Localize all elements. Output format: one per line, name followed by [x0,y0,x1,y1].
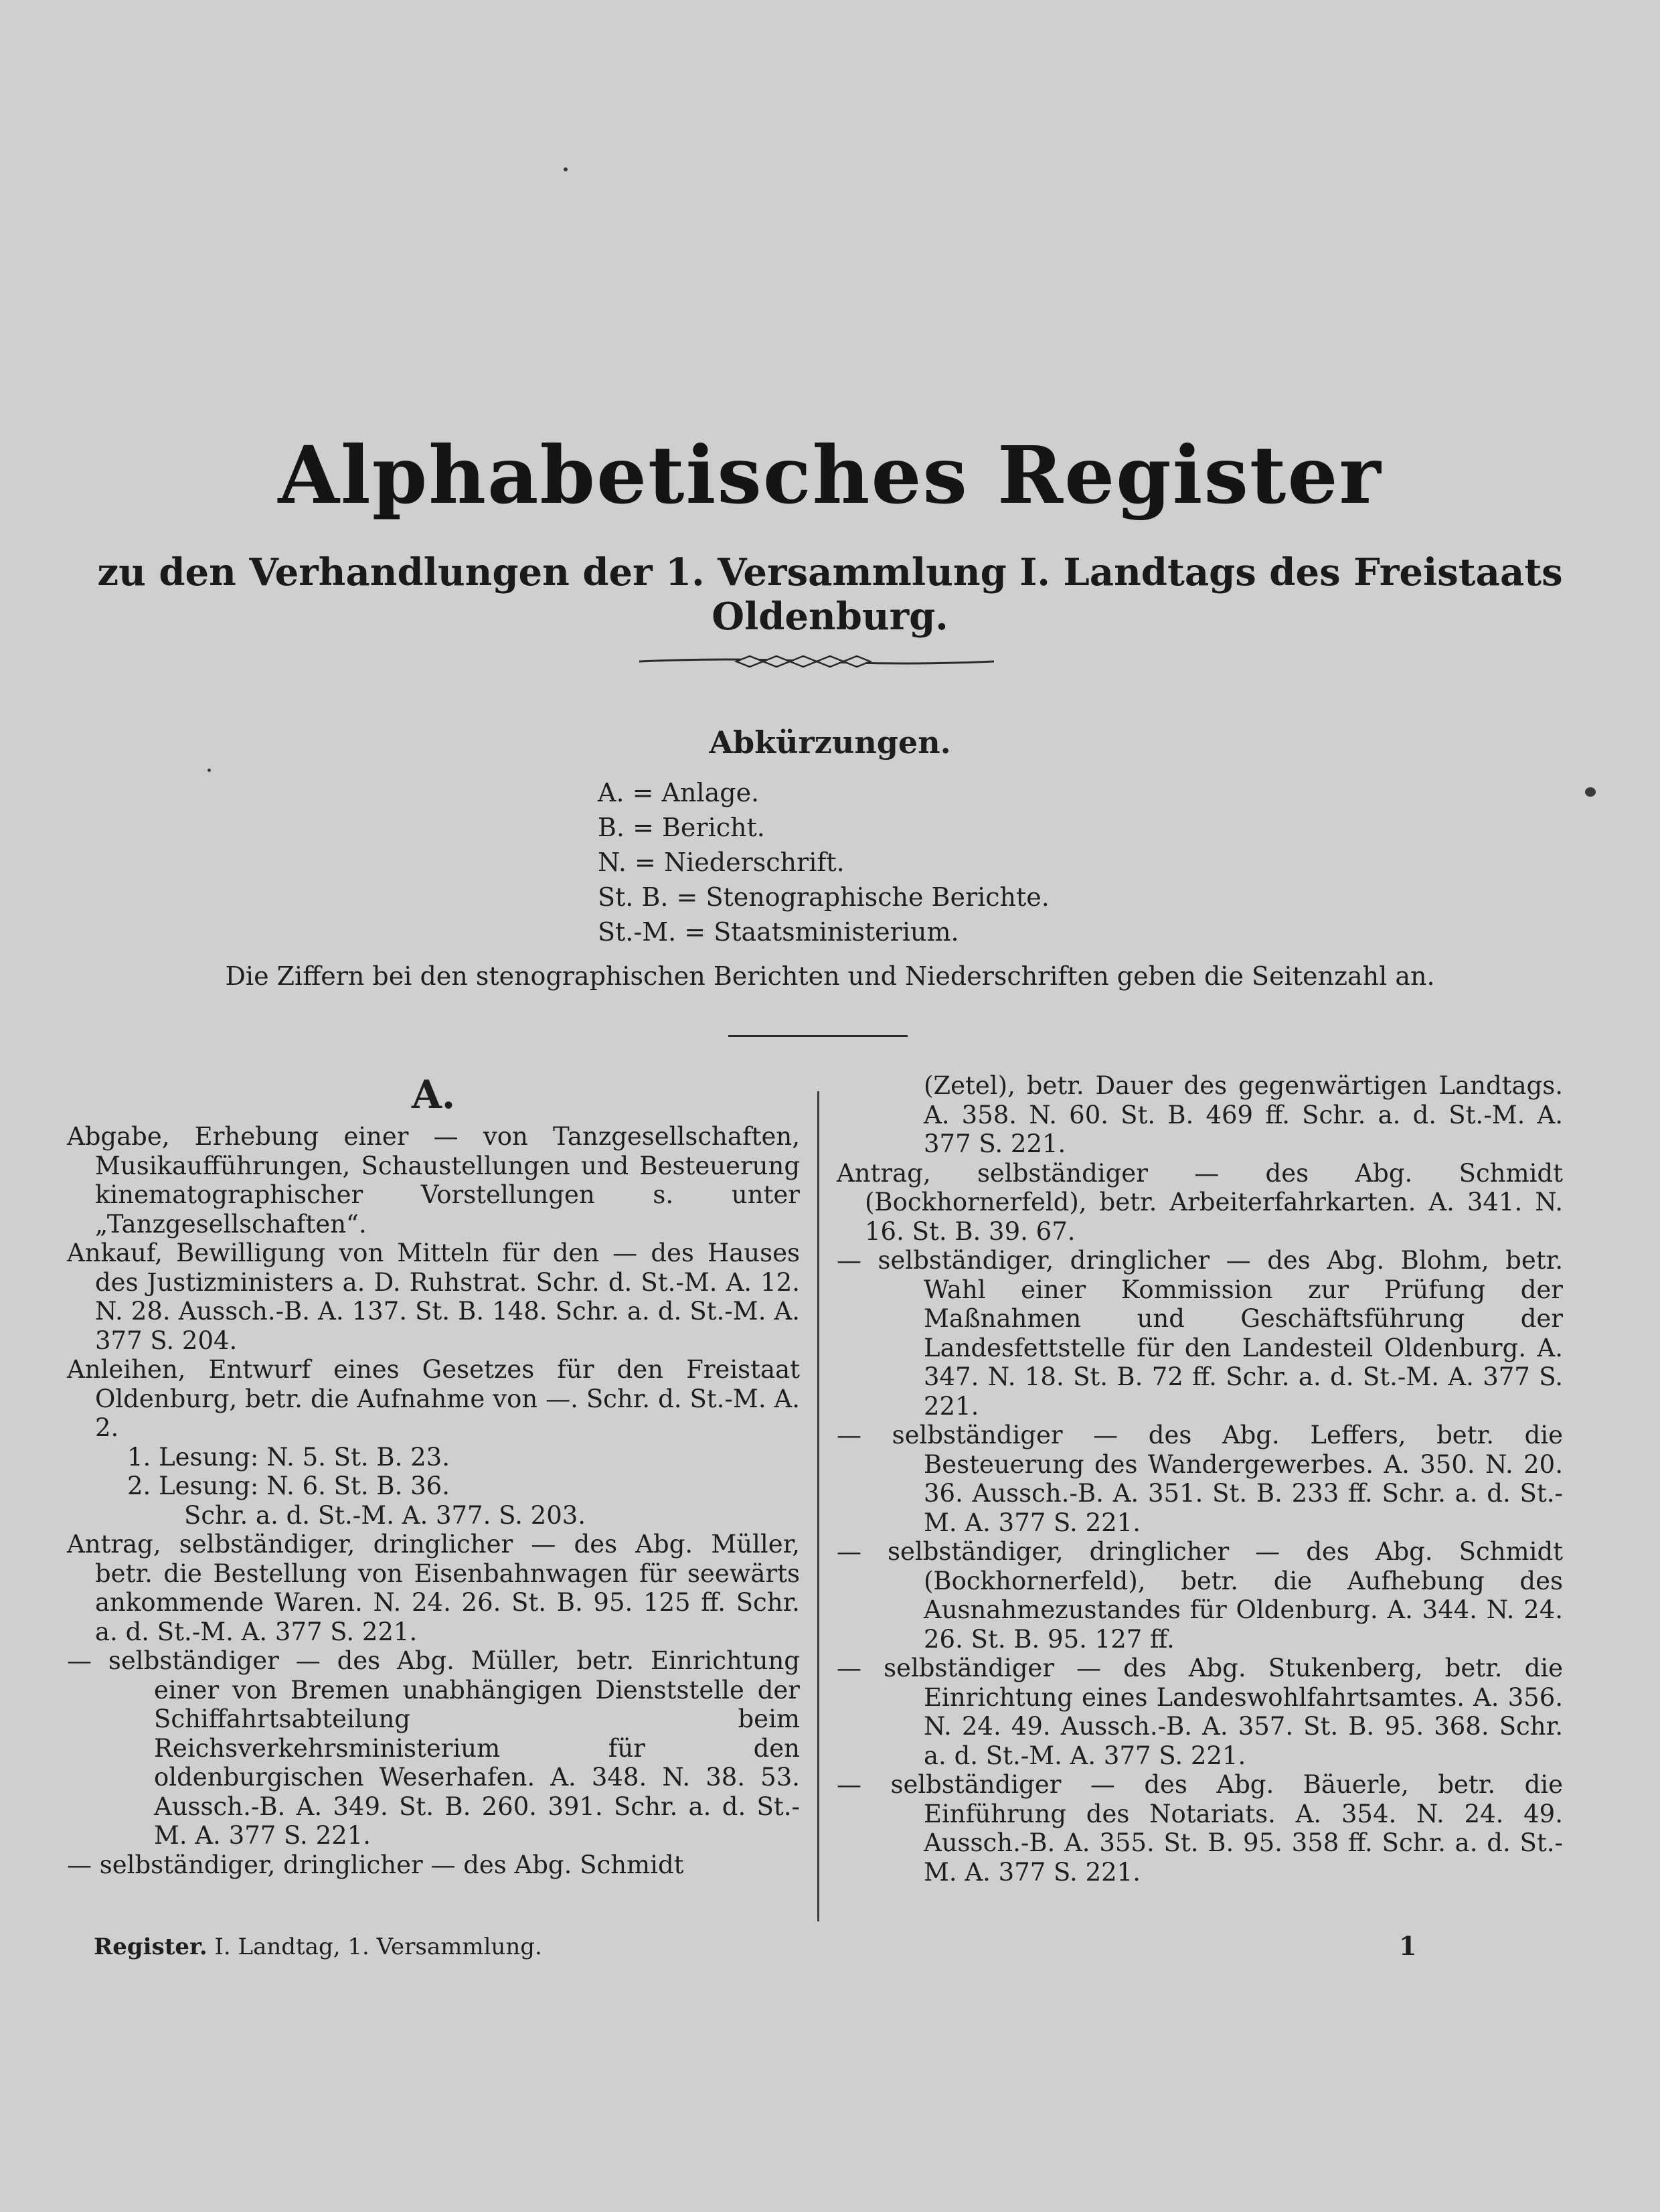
left-column [67,1071,800,1879]
index-entry-antrag-schmidt-start: — selbständiger, dringlicher — des Abg. Schmidt [67,1850,684,1879]
footer-register-label: Register. [94,1933,208,1960]
abbreviation-item: St.-M. = Staatsministerium. [598,917,959,947]
index-entry-antrag-schmidt-ausnahme: — selbständiger, dringlicher — des Abg. Schmidt (Bockhornerfeld), betr. die Aufhebung des Ausnahmezustandes für Oldenburg. A. 344. N. 24. 26. St. B. 95. 127 ff. [837,1537,1563,1654]
index-entry-antrag-schmidt-cont: (Zetel), betr. Dauer des gegenwärtigen Landtags. A. 358. N. 60. St. B. 469 ff. Schr. a. d. St.-M. A. 377 S. 221. [924,1071,1563,1158]
page-number: 1 [1399,1931,1417,1961]
index-entry-antrag-schmidt-bock: Antrag, selbständiger — des Abg. Schmidt (Bockhornerfeld), betr. Arbeiterfahrkarten. A. 341. N. 16. St. B. 39. 67. [837,1158,1563,1246]
index-entry-antrag-mueller-2: — selbständiger — des Abg. Müller, betr. Einrichtung einer von Bremen unabhängigen Dienststelle der Schiffahrtsabteilung beim Reichsverkehrsministerium für den oldenburgischen Weserhafen. A. 348. N. 38. 53. Aussch.-B. A. 349. St. B. 260. 391. Schr. a. d. St.-M. A. 377 S. 221. [67,1646,800,1850]
footer-register-info [94,1933,542,1960]
print-speck [1585,787,1596,797]
section-letter: A. [411,1072,456,1117]
index-entry-antrag-stukenberg: — selbständiger — des Abg. Stukenberg, betr. die Einrichtung eines Landeswohlfahrtsamtes. A. 356. N. 24. 49. Aussch.-B. A. 357. St. B. 95. 368. Schr. a. d. St.-M. A. 377 S. 221. [837,1654,1563,1770]
index-entry-abgabe: Abgabe, Erhebung einer — von Tanzgesellschaften, Musikaufführungen, Schaustellungen und Besteuerung kinematographischer Vorstellungen s. unter „Tanzgesellschaften“. [67,1122,800,1239]
abbreviations-heading: Abkürzungen. [709,724,951,761]
index-entry-antrag-blohm: — selbständiger, dringlicher — des Abg. Blohm, betr. Wahl einer Kommission zur Prüfung der Maßnahmen und Geschäftsführung der Landesfettstelle für den Landesteil Oldenburg. A. 347. N. 18. St. B. 72 ff. Schr. a. d. St.-M. A. 377 S. 221. [837,1246,1563,1421]
abbreviations-list [598,775,1050,949]
page-title: Alphabetisches Register [278,428,1382,522]
index-entry-ankauf: Ankauf, Bewilligung von Mitteln für den — des Hauses des Justizministers a. D. Ruhstrat. Schr. d. St.-M. A. 12. N. 28. Aussch.-B. A. 137. St. B. 148. Schr. a. d. St.-M. A. 377 S. 204. [67,1239,800,1355]
page-subtitle: zu den Verhandlungen der 1. Versammlung I. Landtags des Freistaats Oldenburg. [97,550,1563,639]
abbreviation-item: N. = Niederschrift. [598,848,845,877]
index-entry-antrag-baeuerle: — selbständiger — des Abg. Bäuerle, betr. die Einführung des Notariats. A. 354. N. 24. 49. Aussch.-B. A. 355. St. B. 95. 358 ff. Schr. a. d. St.-M. A. 377 S. 221. [837,1770,1563,1887]
footer-register-text: I. Landtag, 1. Versammlung. [214,1933,542,1960]
abbreviation-item: St. B. = Stenographische Berichte. [598,882,1050,912]
index-entry-antrag-mueller-1: Antrag, selbständiger, dringlicher — des Abg. Müller, betr. die Bestellung von Eisenbahnwagen für seewärts ankommende Waren. N. 24. 26. St. B. 95. 125 ff. Schr. a. d. St.-M. A. 377 S. 221. [67,1530,800,1646]
print-speck [208,769,211,772]
abbreviations-note: Die Ziffern bei den stenographischen Berichten und Niederschriften geben die Seitenzahl an. [225,961,1435,991]
index-subentry-schreiben: Schr. a. d. St.-M. A. 377. S. 203. [184,1500,586,1530]
column-divider [817,1091,819,1921]
index-entry-antrag-leffers: — selbständiger — des Abg. Leffers, betr. die Besteuerung des Wandergewerbes. A. 350. N. 20. 36. Aussch.-B. A. 351. St. B. 233 ff. Schr. a. d. St.-M. A. 377 S. 221. [837,1421,1563,1537]
divider-rule [728,1035,908,1037]
index-subentry-lesung-1: 1. Lesung: N. 5. St. B. 23. [127,1442,450,1472]
index-entry-anleihen: Anleihen, Entwurf eines Gesetzes für den Freistaat Oldenburg, betr. die Aufnahme von —. Schr. d. St.-M. A. 2. [67,1355,800,1442]
index-subentry-lesung-2: 2. Lesung: N. 6. St. B. 36. [127,1472,450,1500]
abbreviation-item: B. = Bericht. [598,813,765,842]
print-speck [564,167,568,171]
ornament-rule [639,648,994,675]
abbreviation-item: A. = Anlage. [598,778,760,807]
right-column [837,1071,1563,1887]
